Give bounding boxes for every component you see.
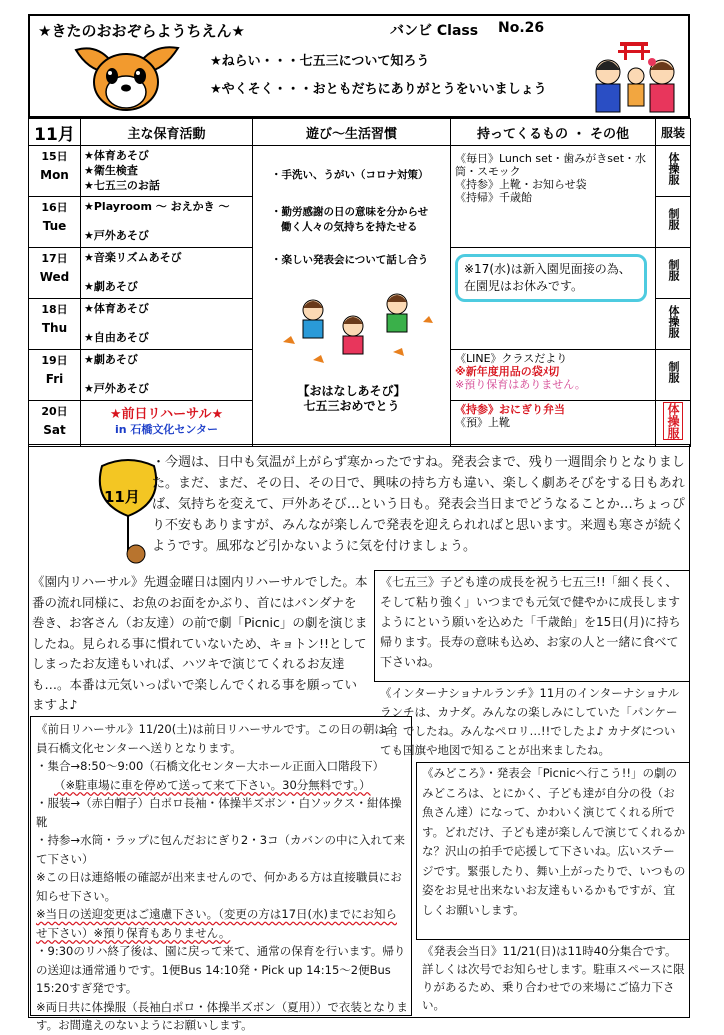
prev-item: ※当日の送迎変更はご遠慮下さい。（変更の方は17日(水)までにお知らせ下さい）※預り保育もありません。 — [36, 907, 397, 940]
activity-cell: ★体育あそび ★衛生検査 ★七五三のお話 — [81, 146, 253, 197]
lunch-title: 《インターナショナルランチ》 — [380, 686, 540, 700]
clothes-header: 服装 — [656, 119, 691, 146]
habit-2: ・勤労感謝の日の意味を分からせ — [271, 206, 429, 218]
shichigosan-body: 子ども達の成長を祝う七五三!!「細く長く、そして粘り強く」いつまでも元気で健やかに成長しますようにという願いを込めた「千歳飴」を15日(月)に持ち帰ります。長寿の意味も込め、お家の人と一緒に食べて下さいね。 — [380, 575, 681, 669]
rehearsal-note — [32, 572, 368, 716]
month-badge: 11月 — [104, 488, 140, 506]
activity-cell: ★体育あそび ★自由あそび — [81, 299, 253, 350]
midokoro-body: のみどころは、とにかく、子ども達が自分の役（お魚さん達）になって、かわいく演じてくれる所です。どれだけ、子ども達が楽しんで演じてくれるかな？沢山の拍手で応援して下さいね。広いステージです。緊張したり、舞い上がったりで、いつもの姿をお見せ出来ないお友達もいるかもですが、宜しくお願いします。 — [422, 766, 686, 917]
class-label: バンビ Class — [390, 23, 479, 39]
prev-item: ※この日は連絡帳の確認が出来ませんので、何かある方は直接職員にお知らせ下さい。 — [36, 870, 402, 903]
weekly-intro: ・今週は、日中も気温が上がらず寒かったですね。発表会まで、残り一週間余りとなりました。まだ、まだ、その日、その日で、興味の持ち方も違い、楽しく劇あそびをする日もあれば、気持ちを変えて、戸外あそび…という日も。発表会当日までどうなることか…ちょっぴり不安もありますが、みんなが楽しんで発表を迎えられればと思います。来週も寒さが続くようです。風邪など引かないように気を付けましょう。 — [152, 455, 685, 554]
day-body: 11/21(日)は11時40分集合です。詳しくは次号でお知らせします。駐車スペースに限りがあるため、乗り合わせでの来場にご協力下さい。 — [422, 944, 685, 1012]
shichigosan-kids-icon — [582, 40, 686, 116]
prev-item: （※駐車場に車を停めて送って来て下さい。30分無料です。） — [54, 777, 371, 792]
performance-day-note — [422, 942, 686, 1014]
weekly-schedule-table — [28, 118, 691, 447]
header — [28, 14, 690, 118]
table-row — [29, 146, 691, 197]
clothes-cell: 制服 — [656, 248, 691, 299]
bring-header: 持ってくるもの ・ その他 — [451, 119, 656, 146]
prev-item: ・9:30のリハ終了後は、園に戻って来て、通常の保育を行います。帰りの送迎は通常通りです。1便Bus 14:10発・Pick up 14:15～2便Bus 15:20すぎ発です。 — [36, 944, 406, 995]
clothes-cell: 体操服 — [656, 146, 691, 197]
issue-number: No.26 — [498, 20, 545, 36]
month-header: 11月 — [29, 119, 81, 146]
habit-3: ・楽しい発表会について話し合う — [271, 254, 429, 266]
activity-cell: ★Playroom ～ おえかき ～ ★戸外あそび — [81, 197, 253, 248]
day-cell: 18日 Thu — [29, 299, 81, 350]
clothes-cell: 制服 — [656, 197, 691, 248]
midokoro-note — [422, 764, 686, 920]
school-name: ★きたのおおぞらようちえん★ — [38, 22, 245, 40]
prev-day-note — [36, 720, 408, 1035]
closure-notice: ※17(水)は新入園児面接の為、在園児はお休みです。 — [455, 254, 647, 302]
day-title: 《発表会当日》 — [422, 944, 503, 958]
bring-cell-sat: 《持参》おにぎり弁当 《預》上靴 — [451, 401, 656, 447]
activity-cell: ★音楽リズムあそび ★劇あそび — [81, 248, 253, 299]
activity-cell: ★劇あそび ★戸外あそび — [81, 350, 253, 401]
playing-children-icon — [273, 282, 433, 372]
prev-item: ・服装→（赤白帽子）白ポロ長袖・体操半ズボン・白ソックス・紺体操靴 — [36, 796, 402, 829]
aim-text: ★ねらい・・・七五三について知ろう — [210, 54, 430, 69]
play-habits-cell — [253, 146, 451, 447]
ohanashi-title: 【おはなしあそび】 — [297, 384, 406, 398]
clothes-cell: 体操服 — [656, 299, 691, 350]
prev-item: ・持参→水筒・ラップに包んだおにぎり2・3コ（カバンの中に入れて来て下さい） — [36, 833, 406, 866]
table-header-row — [29, 119, 691, 146]
shichigosan-title: 《七五三》 — [380, 575, 441, 589]
play-header: 遊び～生活習慣 — [253, 119, 451, 146]
bring-cell-fri: 《LINE》クラスだより ※新年度用品の袋ﾒ切 ※預り保育はありません。 — [451, 350, 656, 401]
lunch-body: 11月のインターナショナルランチは、カナダ。みんなの楽しみにしていた「パンケーキ」でしたね。みんなペロリ…!!でしたよ♪ カナダについても国旗や地図で知ることが出来ましたね。 — [380, 686, 680, 757]
clothes-cell: 体操服 — [656, 401, 691, 447]
lunch-note — [380, 684, 686, 760]
activity-cell: ★前日リハーサル★ in 石橋文化センター — [81, 401, 253, 447]
day-cell: 19日 Fri — [29, 350, 81, 401]
deer-mascot-icon — [66, 42, 186, 114]
rehearsal-body: 先週金曜日は園内リハーサルでした。本番の流れ同様に、お魚のお面をかぶり、首にはバンダナを巻き、お客さん（お友達）の前で劇「Picnic」の劇を演じましたね。見られる事に慣れていないため、キョトン!!としてしまったお友達もいれば、ハツキで演じてくれるお友達も…。本番は元気いっぱいで楽しんでくれる事を願っていますよ♪ — [32, 574, 368, 712]
bring-cell-wed-thu — [451, 248, 656, 350]
prev-item: ・集合→8:50～9:00（石橋文化センター大ホール正面入口階段下） — [36, 759, 385, 773]
promise-text: ★やくそく・・・おともだちにありがとうをいいましょう — [210, 82, 547, 97]
day-cell: 17日 Wed — [29, 248, 81, 299]
day-cell: 20日 Sat — [29, 401, 81, 447]
ohanashi-subtitle: 七五三おめでとう — [303, 399, 400, 413]
shichigosan-note — [380, 572, 686, 672]
bring-cell-mon-tue: 《毎日》Lunch set・歯みがきset・水筒・スモック 《持参》上靴・お知らせ袋 《持帰》千歳飴 — [451, 146, 656, 248]
prev-body: 11/20(土)は前日リハーサルです。この日の朝は全員石橋文化センターへ送りとなります。 — [36, 722, 398, 755]
prev-title: 《前日リハーサル》 — [36, 722, 139, 736]
ginkgo-leaf-icon — [96, 456, 160, 566]
day-cell: 16日 Tue — [29, 197, 81, 248]
midokoro-title: 《みどころ》・発表会「Picnicへ行こう!!」の劇 — [422, 766, 666, 780]
habit-2b: 働く人々の気持ちを持たせる — [281, 221, 418, 233]
prev-item: ※両日共に体操服（長袖白ポロ・体操半ズボン（夏用））で衣装となります。お間違えのないようにお願いします。 — [36, 999, 408, 1032]
clothes-cell: 制服 — [656, 350, 691, 401]
rehearsal-title: 《園内リハーサル》 — [32, 574, 144, 589]
habit-1: ・手洗い、うがい（コロナ対策） — [271, 169, 429, 181]
activities-header: 主な保育活動 — [81, 119, 253, 146]
day-cell: 15日 Mon — [29, 146, 81, 197]
